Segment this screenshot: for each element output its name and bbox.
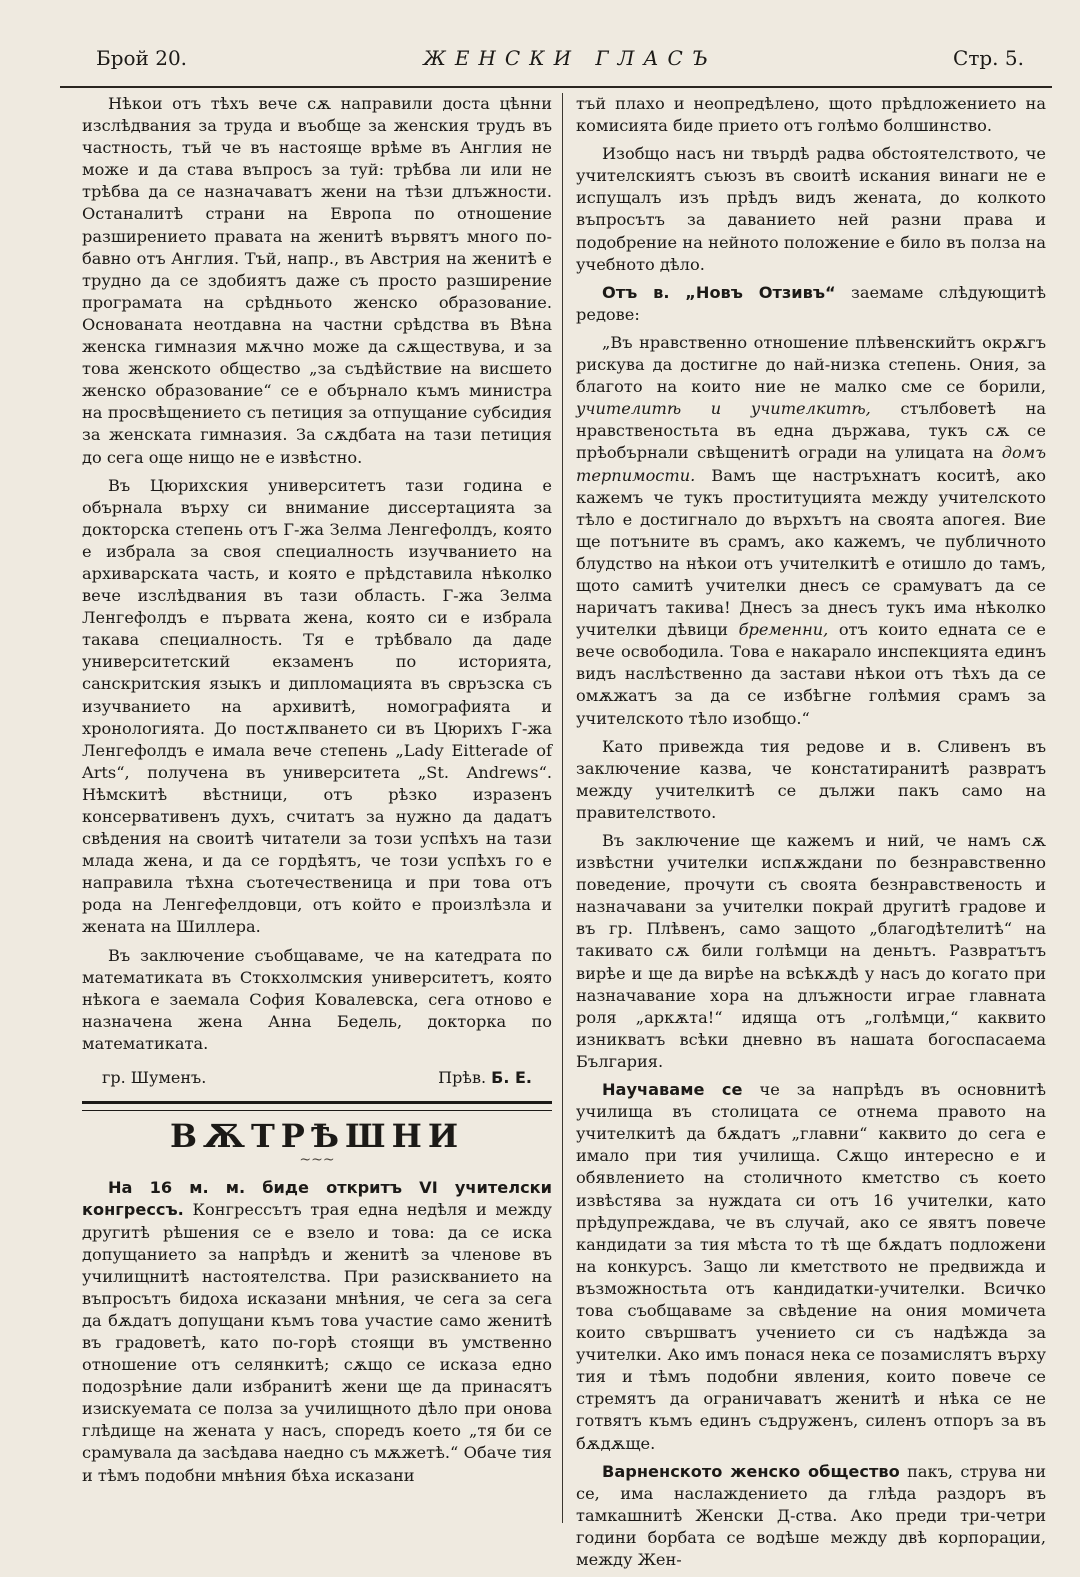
ornament: ~~~ bbox=[299, 1152, 335, 1169]
page-header bbox=[96, 38, 1024, 78]
quote-text: отъ които едната се е вече освободила. Това е накарало инспекцията единъ видъ наслѣственно да застави нѣкои отъ тѣхъ да се омѫжатъ за да се избѣгне голѣмия срамъ за учителското тѣло изобщо.“ bbox=[576, 620, 1046, 728]
article-paragraph: Въ Цюрихския университетъ тази година е обърнала върху си внимание диссертацията за докторска степень отъ Г-жа Зелма Ленгефолдъ, която е избрала за своя специалность изучванието на архиварската часть, и която е прѣдставила нѣколко вече изслѣдвания въ тази область. Г-жа Зелма Ленгефолдъ е първата жена, която си е избрала такава специалность. Тя е трѣбвало да даде университетский екзаменъ по историята, санскритския языкъ и дипломацията въ свръзска съ изучванието на архивитѣ, номографията и хронологията. До постѫпването си въ Цюрихъ Г-жа Ленгефолдъ е имала вече степень „Lady Eitterade of Arts“, получена въ университета „St. Andrews“. Нѣмскитѣ вѣстници, отъ рѣзко изразенъ консервативенъ духъ, считатъ за нужно да дадатъ свѣдения на своитѣ читатели за този успѣхъ на тази млада жена, и да се гордѣятъ, че този успѣхъ го е направила тѣхна съотечественица и при това отъ рода на Ленгефелдовци, отъ който е произлѣзла и жената на Шиллера. bbox=[82, 475, 552, 937]
quote-text: стълбоветѣ на нравственостьта въ една държава, тукъ сѫ се прѣобърнали свѣщенитѣ огради на улицата на bbox=[576, 399, 1047, 463]
quote-emphasis: домъ терпимости. bbox=[576, 443, 1046, 485]
paragraph-lead: На 16 м. м. биде откритъ VI учителски конгрессъ. bbox=[82, 1178, 552, 1220]
signature-translator bbox=[438, 1067, 532, 1089]
issue-number: Брой 20. bbox=[96, 46, 188, 70]
signature-line bbox=[82, 1061, 552, 1089]
article-paragraph: Изобщо насъ ни твърдѣ радва обстоятелството, че учителскиятъ съюзъ въ своитѣ искания винаги не е испущалъ изъ прѣдъ видъ жената, до колкото въпросътъ за даванието ней разни права и подобрение на нейното положение е било въ полза на учебното дѣло. bbox=[576, 144, 1046, 274]
paragraph-lead: Отъ в. „Новъ Отзивъ“ bbox=[602, 282, 836, 302]
article-paragraph: тъй плахо и неопредѣлено, щото прѣдложението на комисията биде приeто отъ голѣмо болшинство. bbox=[576, 94, 1046, 136]
translator-initials: Б. Е. bbox=[491, 1068, 532, 1088]
article-paragraph: Нѣкои отъ тѣхъ вече сѫ направили доста цѣнни изслѣдвания за труда и въобще за женския трудъ въ частность, тъй че въ настояще врѣме въ Англия не може и да става въпросъ за туй: трѣбва ли или не трѣбва да се назначаватъ жени на тѣзи длъжности. Останалитѣ страни на Европа по отношение разширението правата на женитѣ вървятъ много по-бавно отъ Англия. Тъй, напр., въ Австрия на женитѣ е трудно да се здобиятъ даже съ просто разширение програмата на срѣдньото женско образование. Основаната неотдавна на частни срѣдства въ Вѣна женска гимназия мѫчно може да сѫществува, и за това женското общество „за съдѣйствие на висшето женско образование“ се е обърнало къмъ министра на просвѣщението съ петиция за отпущание субсидия за женската гимназия. За сѫдбата на тази петиция до сега още нищо не е извѣстно. bbox=[82, 94, 552, 467]
article-paragraph bbox=[576, 1079, 1046, 1455]
translator-label: Прѣв. bbox=[438, 1068, 487, 1088]
paragraph-text: че за напрѣдъ въ основнитѣ училища въ столицата се отнема правото на учителкитѣ да бѫдатъ „главни“ каквито до сега е имало при тия училища. Сѫщо интересно е и обявлението на столичното кметство съ което извѣстява за нуждата си отъ 16 учителки, като прѣдупреждава, че въ случай, ако се явятъ повече кандидати за тия мѣста то тѣ ще бѫдатъ подложени на конкурсъ. Защо ли кметството не предвижда и възможностьта отъ кандидатки-учителки. Всичко това съобщаваме за свѣдение на ония момичета които свършватъ учението си съ надѣжда за учителки. Ако имъ понася нека се позамислятъ върху тия и тѣмъ подобни явления, които повече се стремятъ да ограничаватъ женитѣ и нѣка се не готвятъ къмъ единъ съдруженъ, силенъ отпоръ за въ бѫдѫще. bbox=[576, 1080, 1046, 1453]
quote-text: Вамъ ще настръхнатъ коситѣ, ако кажемъ че тукъ проституцията между учителското тѣло е достигнало до върхътъ на своята апогея. Вие ще потъните въ срамъ, ако кажемъ, че публичното блудство на нѣкои отъ учителкитѣ е отишло до тамъ, щото самитѣ учителки днесъ се срамуватъ да се наричатъ такива! Днесъ за днесъ тукъ има нѣколко учителки дѣвици bbox=[576, 465, 1046, 640]
paragraph-lead: Научаваме се bbox=[602, 1080, 743, 1100]
quote-emphasis: бременни, bbox=[738, 620, 829, 640]
quote-emphasis: учителитѣ и учителкитѣ, bbox=[576, 399, 871, 419]
page-number: Стр. 5. bbox=[953, 46, 1024, 70]
signature-place: гр. Шуменъ. bbox=[102, 1068, 207, 1088]
paragraph-text: пакъ, струва ни се, има наслаждението да глѣда раздоръ въ тамкашнитѣ Женски Д-ства. Ако преди три-четри години борбата се водѣше между двѣ корпорации, между Жен- bbox=[576, 1461, 1047, 1569]
section-title: ВѪТРѢШНИ bbox=[169, 1117, 465, 1156]
article-paragraph: Като привежда тия редове и в. Сливенъ въ заключение казва, че констатиранитѣ развратъ между учителкитѣ се дължи пакъ само на правителството. bbox=[576, 736, 1046, 822]
quote-text: „Въ нравственно отношение плѣвенскийтъ окрѫгъ рискува да достигне до най-низка степень. Ония, за благото на които ние не малко сме се борили, bbox=[576, 332, 1046, 397]
article-paragraph bbox=[576, 1461, 1046, 1571]
paragraph-text: заемаме слѣдующитѣ редове: bbox=[576, 282, 1046, 324]
quote-paragraph bbox=[576, 332, 1046, 730]
article-paragraph: Въ заключение ще кажемъ и ний, че намъ сѫ извѣстни учителки испѫждани по безнравственно поведение, прочути съ своята безнравственость и назначавани за учителки покрай другитѣ градове и въ гр. Плѣвенъ, само защото „благодѣтелитѣ“ на такивато сѫ били голѣмци на деньтъ. Развратътъ вирѣе и ще да вирѣе на всѣкѫдѣ у насъ до когато при назначавание хора на длъжности играе главната роля „аркѫта!“ идяща отъ „голѣмци,“ каквито изникватъ всѣки дневно въ нашата богоспасаема България. bbox=[576, 831, 1046, 1071]
left-column bbox=[82, 93, 552, 1493]
article-paragraph bbox=[82, 1177, 552, 1486]
section-divider bbox=[82, 1101, 552, 1111]
masthead-title: ЖЕНСКИ ГЛАСЪ bbox=[423, 46, 717, 70]
column-divider bbox=[562, 93, 563, 1523]
article-paragraph: Въ заключение съобщаваме, че на катедрата по математиката въ Стокхолмския университетъ, която нѣкога е заемала София Ковалевска, сега отново е назначена жена Анна Бедель, докторка по математиката. bbox=[82, 945, 552, 1053]
article-paragraph bbox=[576, 282, 1046, 326]
right-column bbox=[576, 93, 1046, 1577]
header-rule bbox=[60, 86, 1052, 88]
paragraph-text: Конгрессътъ трая една недѣля и между другитѣ рѣшения се е взело и това: да се иска допущанието за напрѣдъ и женитѣ за членове въ училищнитѣ настоятелства. При разискванието на въпросътъ бидоха исказани мнѣния, че сега за сега да бѫдатъ допущани къмъ това участие само женитѣ въ градоветѣ, като по-горѣ стоящи въ умственно отношение отъ селянкитѣ; сѫщо се исказа едно подозрѣние дали избранитѣ жени ще да принасятъ изискуемата се полза за училищното дѣло при онова глѣдище на жената у насъ, споредъ което „тя би се срамувала да засѣдава наедно съ мѫжетѣ.“ Обаче тия и тѣмъ подобни мнѣния бѣха исказани bbox=[82, 1200, 552, 1485]
paragraph-lead: Варненското женско общество bbox=[602, 1461, 900, 1481]
